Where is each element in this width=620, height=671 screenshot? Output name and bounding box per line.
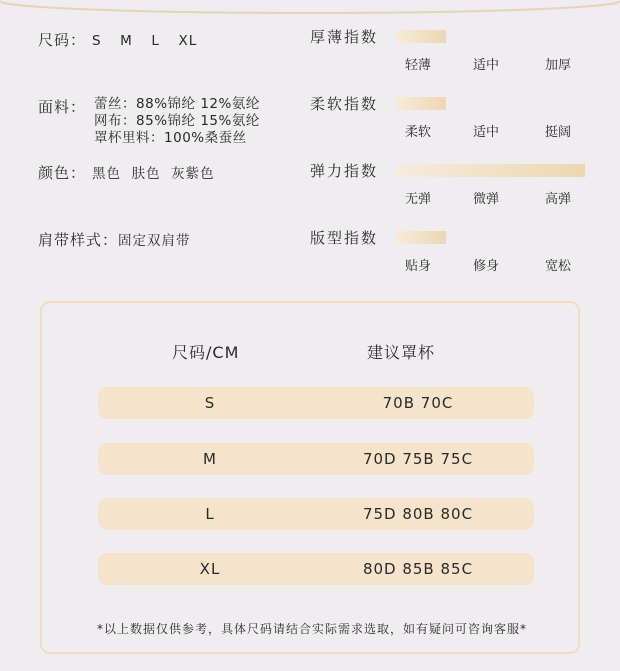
- size-row: [98, 553, 534, 585]
- scale-label: 轻薄: [405, 58, 432, 73]
- spec-size-label: 尺码：: [38, 31, 87, 49]
- cup-cell: 70B 70C: [382, 394, 454, 412]
- spec-fabric-line: 网布：85%锦纶 15%氨纶: [94, 113, 260, 129]
- size-cell: M: [203, 450, 217, 468]
- index-level-bar: [395, 30, 446, 43]
- index-title: 厚薄指数: [310, 28, 379, 46]
- size-cell: S: [204, 394, 216, 412]
- size-cell: XL: [199, 560, 221, 578]
- spec-fabric: [38, 96, 260, 147]
- scale-label: 无弹: [405, 192, 432, 207]
- scale-label: 宽松: [545, 259, 572, 274]
- top-decorative-arc: [0, 0, 620, 12]
- size-note: *以上数据仅供参考，具体尺码请结合实际需求选取，如有疑问可咨询客服*: [96, 622, 527, 636]
- spec-strap-label: 肩带样式：: [38, 231, 119, 249]
- index-elasticity: [310, 160, 572, 207]
- scale-label: 适中: [473, 125, 500, 140]
- index-title: 版型指数: [310, 229, 379, 247]
- index-softness: [310, 93, 572, 140]
- size-header-size: 尺码/CM: [172, 343, 240, 362]
- scale-label: 柔软: [405, 125, 432, 140]
- size-chart-card: [40, 301, 580, 654]
- cup-cell: 80D 85B 85C: [362, 560, 474, 578]
- index-thickness: [310, 26, 572, 73]
- cup-cell: 70D 75B 75C: [362, 450, 474, 468]
- index-level-bar: [395, 164, 585, 177]
- scale-label: 微弹: [473, 192, 500, 207]
- spec-color: [38, 162, 215, 183]
- index-title: 弹力指数: [310, 162, 379, 180]
- size-row: [98, 443, 534, 475]
- scale-label: 挺阔: [545, 125, 572, 140]
- spec-size-value: S M L XL: [92, 33, 198, 49]
- spec-strap: [38, 229, 191, 250]
- index-title: 柔软指数: [310, 95, 379, 113]
- scale-label: 适中: [473, 58, 500, 73]
- scale-label: 加厚: [545, 58, 572, 73]
- index-level-bar: [395, 231, 446, 244]
- size-cell: L: [205, 505, 215, 523]
- spec-fabric-line: 蕾丝：88%锦纶 12%氨纶: [94, 96, 260, 112]
- index-level-bar: [395, 97, 446, 110]
- spec-strap-value: 固定双肩带: [118, 233, 191, 249]
- scale-label: 高弹: [545, 192, 572, 207]
- size-header-cup: 建议罩杯: [367, 343, 436, 362]
- spec-fabric-label: 面料：: [38, 98, 87, 116]
- spec-color-value: 黑色 肤色 灰紫色: [92, 166, 215, 182]
- spec-color-label: 颜色：: [38, 164, 87, 182]
- size-row: [98, 387, 534, 419]
- cup-cell: 75D 80B 80C: [362, 505, 474, 523]
- scale-label: 贴身: [405, 259, 432, 274]
- index-fit: [310, 227, 572, 274]
- scale-label: 修身: [473, 259, 500, 274]
- size-row: [98, 498, 534, 530]
- spec-fabric-line: 罩杯里料：100%桑蚕丝: [94, 130, 247, 146]
- spec-size: [38, 29, 197, 50]
